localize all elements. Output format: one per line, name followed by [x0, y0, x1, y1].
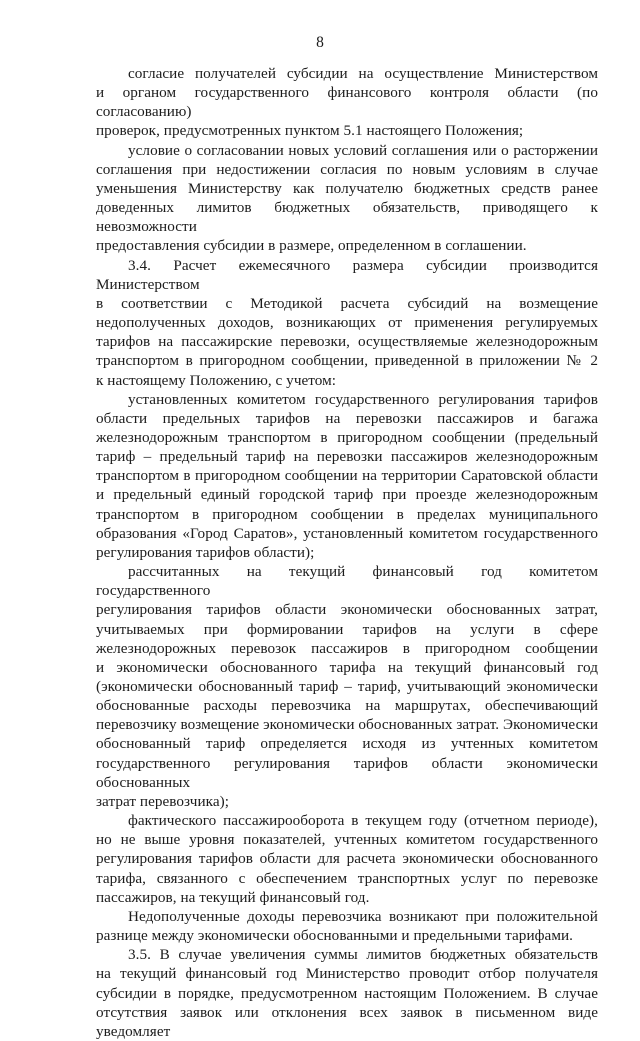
text-line: транспортом в пригородном сообщении в пределах муниципального: [96, 505, 598, 523]
text-line: перевозчику возмещение экономически обоснованных затрат. Экономически: [96, 716, 598, 734]
text-line: тарифа, связанного с обеспечением транспортных услуг по перевозке: [96, 869, 598, 887]
text-line: доведенных лимитов бюджетных обязательств, приводящего к невозможности: [96, 199, 598, 236]
text-line: 3.5. В случае увеличения суммы лимитов бюджетных обязательств: [128, 946, 598, 964]
text-line: затрат перевозчика);: [96, 792, 230, 810]
text-line: отсутствия заявок или отклонения всех заявок в письменном виде уведомляет: [96, 1003, 598, 1040]
text-line: условие о согласовании новых условий соглашения или о расторжении: [128, 141, 598, 159]
text-line: железнодорожных перевозок пассажиров в пригородном сообщении: [96, 639, 598, 657]
text-line: регулирования тарифов области для расчета экономически обоснованного: [96, 850, 598, 868]
text-line: недополученных доходов, возникающих от применения регулируемых: [96, 314, 598, 332]
text-line: в соответствии с Методикой расчета субсидий на возмещение: [96, 294, 598, 312]
text-line: регулирования тарифов области экономически обоснованных затрат,: [96, 601, 598, 619]
text-line: учитываемых при формировании тарифов на услуги в сфере: [96, 620, 598, 638]
text-line: субсидии в порядке, предусмотренном настоящим Положением. В случае: [96, 984, 598, 1002]
text-line: но не выше уровня показателей, учтенных комитетом государственного: [96, 831, 598, 849]
text-line: обоснованный тариф определяется исходя из учтенных комитетом: [96, 735, 598, 753]
text-line: соглашения при недостижении согласия по новым условиям в случае: [96, 160, 598, 178]
text-line: и экономически обоснованного тарифа на текущий финансовый год: [96, 658, 598, 676]
text-line: образования «Город Саратов», установленный комитетом государственного: [96, 524, 598, 542]
text-line: разнице между экономически обоснованными и предельными тарифами.: [96, 927, 573, 945]
text-line: и предельный единый городской тариф при проезде железнодорожным: [96, 486, 598, 504]
text-line: государственного регулирования тарифов области экономически обоснованных: [96, 754, 598, 791]
text-line: уменьшения Министерству как получателю бюджетных средств ранее: [96, 179, 598, 197]
text-line: пассажиров, на текущий финансовый год.: [96, 888, 370, 906]
text-line: предоставления субсидии в размере, определенном в соглашении.: [96, 237, 527, 255]
page-number: 8: [316, 34, 324, 51]
text-line: тарифов на пассажирские перевозки, осуществляемые железнодорожным: [96, 333, 598, 351]
text-line: регулирования тарифов области);: [96, 543, 315, 561]
text-line: рассчитанных на текущий финансовый год комитетом государственного: [96, 563, 598, 600]
text-line: к настоящему Положению, с учетом:: [96, 371, 337, 389]
text-line: Недополученные доходы перевозчика возникают при положительной: [128, 907, 598, 925]
text-line: на текущий финансовый год Министерство проводит отбор получателя: [96, 965, 598, 983]
text-line: согласие получателей субсидии на осуществление Министерством: [128, 65, 598, 82]
text-line: установленных комитетом государственного регулирования тарифов: [128, 390, 598, 408]
text-line: обоснованные расходы перевозчика на маршрутах, обеспечивающий: [96, 697, 598, 715]
document-body: [96, 64, 598, 1041]
text-line: (экономически обоснованный тариф – тариф, учитывающий экономически: [96, 678, 598, 695]
text-line: 3.4. Расчет ежемесячного размера субсидии производится Министерством: [96, 256, 598, 293]
text-line: транспортом в пригородном сообщении, приведенной в приложении № 2: [96, 352, 598, 370]
text-line: и органом государственного финансового контроля области (по согласованию): [96, 84, 598, 121]
text-line: транспортом в пригородном сообщении на территории Саратовской области: [96, 467, 598, 485]
text-line: железнодорожным транспортом в пригородном сообщении (предельный: [96, 428, 598, 446]
text-line: области предельных тарифов на перевозки пассажиров и багажа: [96, 409, 598, 427]
text-line: фактического пассажирооборота в текущем году (отчетном периоде),: [128, 812, 598, 830]
text-line: проверок, предусмотренных пунктом 5.1 настоящего Положения;: [96, 122, 524, 140]
text-line: тариф – предельный тариф на перевозки пассажиров железнодорожным: [96, 448, 598, 466]
